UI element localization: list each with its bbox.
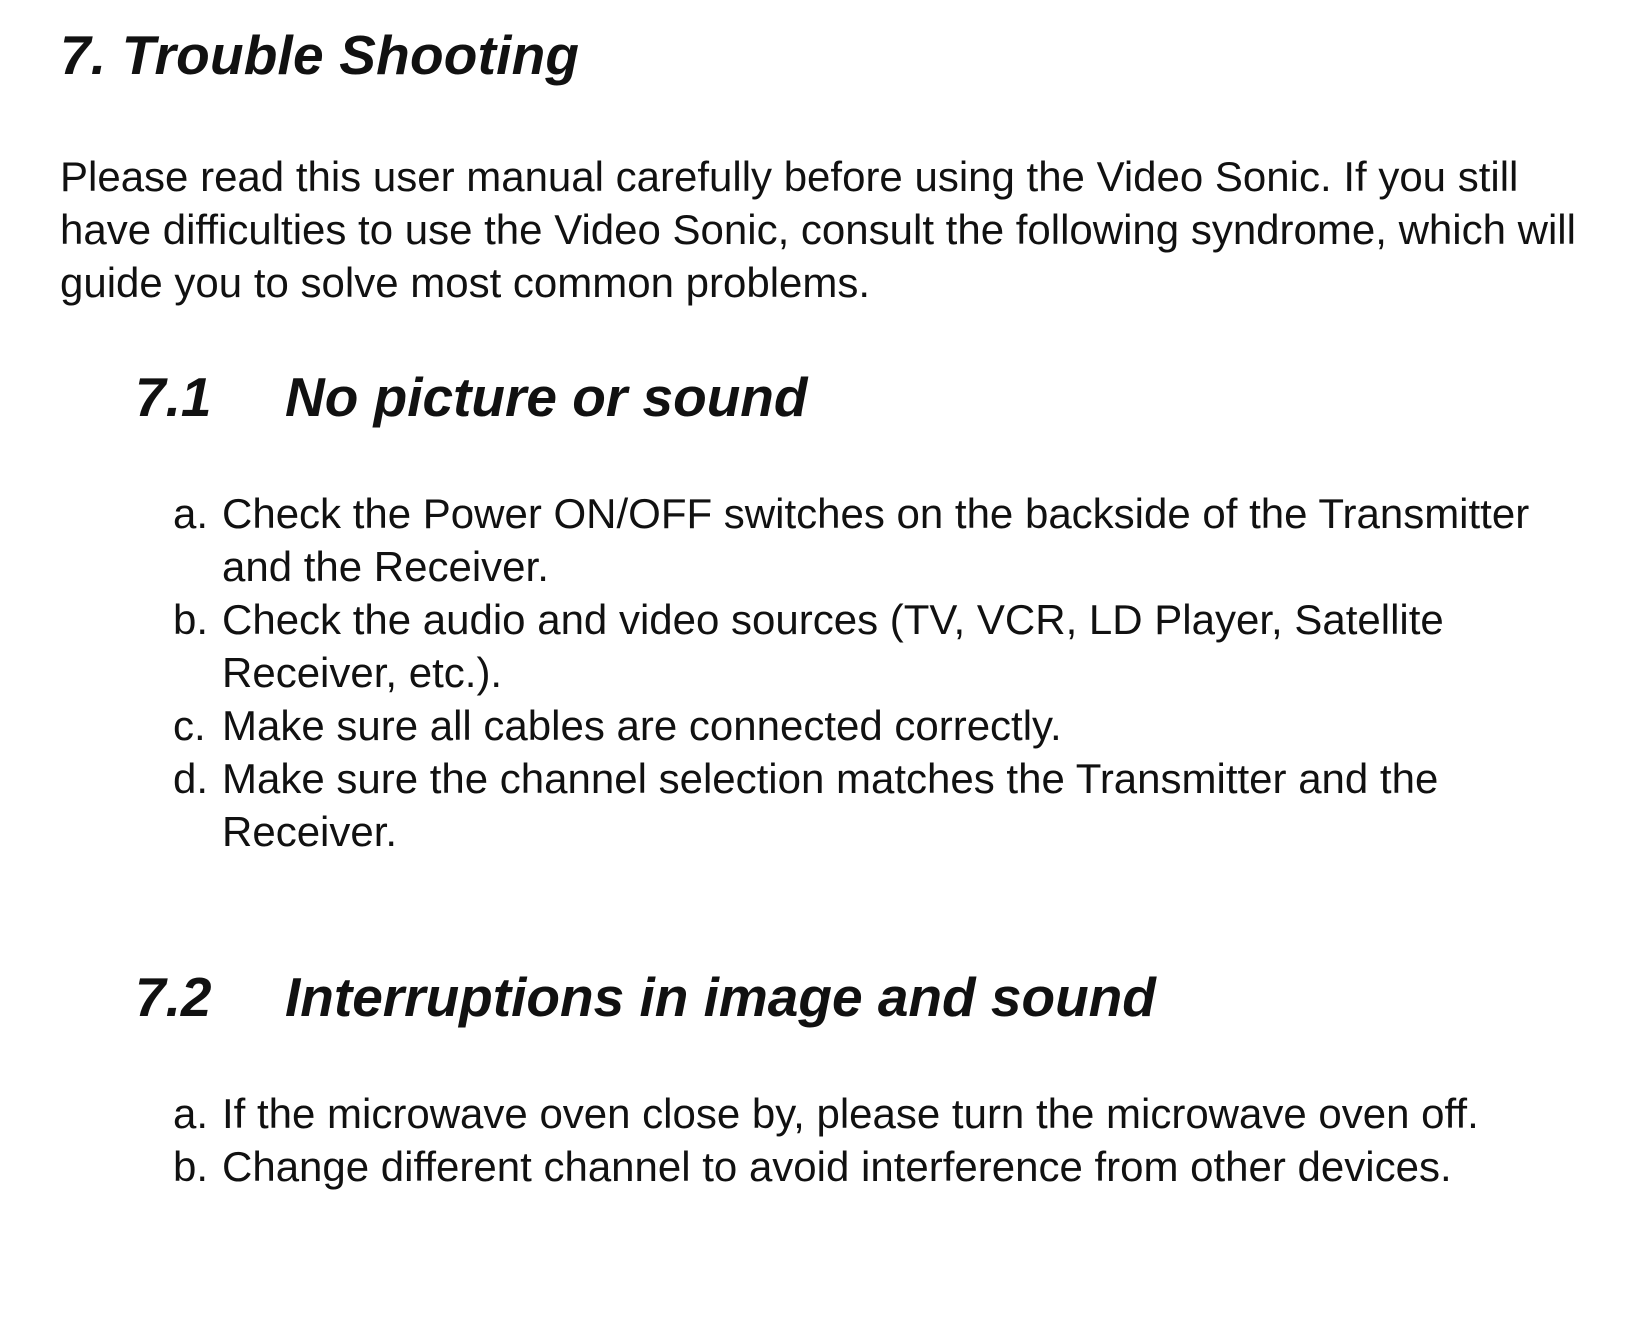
list-item-text: Check the Power ON/OFF switches on the backside of the Transmitter and the Receiver. — [222, 490, 1530, 590]
list-marker: b. — [173, 596, 209, 643]
list-marker: a. — [173, 490, 209, 537]
no-picture-checklist — [173, 487, 1583, 858]
list-item — [173, 752, 1583, 858]
list-item — [173, 1140, 1583, 1193]
list-item-text: If the microwave oven close by, please turn the microwave oven off. — [222, 1090, 1479, 1137]
list-item — [173, 699, 1583, 752]
list-item-text: Change different channel to avoid interference from other devices. — [222, 1143, 1452, 1190]
section-title: No picture or sound — [285, 366, 808, 428]
list-marker: a. — [173, 1090, 209, 1137]
list-marker: b. — [173, 1143, 209, 1190]
list-item-text: Make sure all cables are connected correctly. — [222, 702, 1062, 749]
intro-paragraph: Please read this user manual carefully before using the Video Sonic. If you still have difficulties to use the Video Sonic, consult the following syndrome, which will guide you to solve most common problems. — [60, 153, 1576, 306]
list-item-text: Check the audio and video sources (TV, VCR, LD Player, Satellite Receiver, etc.). — [222, 596, 1444, 696]
list-marker: d. — [173, 755, 209, 802]
section-heading-interruptions — [135, 966, 1156, 1029]
list-item — [173, 593, 1583, 699]
section-number: 7.1 — [135, 366, 212, 428]
list-item — [173, 1087, 1583, 1140]
list-item-text: Make sure the channel selection matches the Transmitter and the Receiver. — [222, 755, 1439, 855]
list-item — [173, 487, 1583, 593]
page-title: 7. Trouble Shooting — [60, 24, 580, 86]
section-title: Interruptions in image and sound — [285, 966, 1156, 1028]
list-marker: c. — [173, 702, 206, 749]
interruptions-checklist — [173, 1087, 1583, 1193]
section-heading-no-picture — [135, 366, 808, 429]
section-number: 7.2 — [135, 966, 212, 1028]
